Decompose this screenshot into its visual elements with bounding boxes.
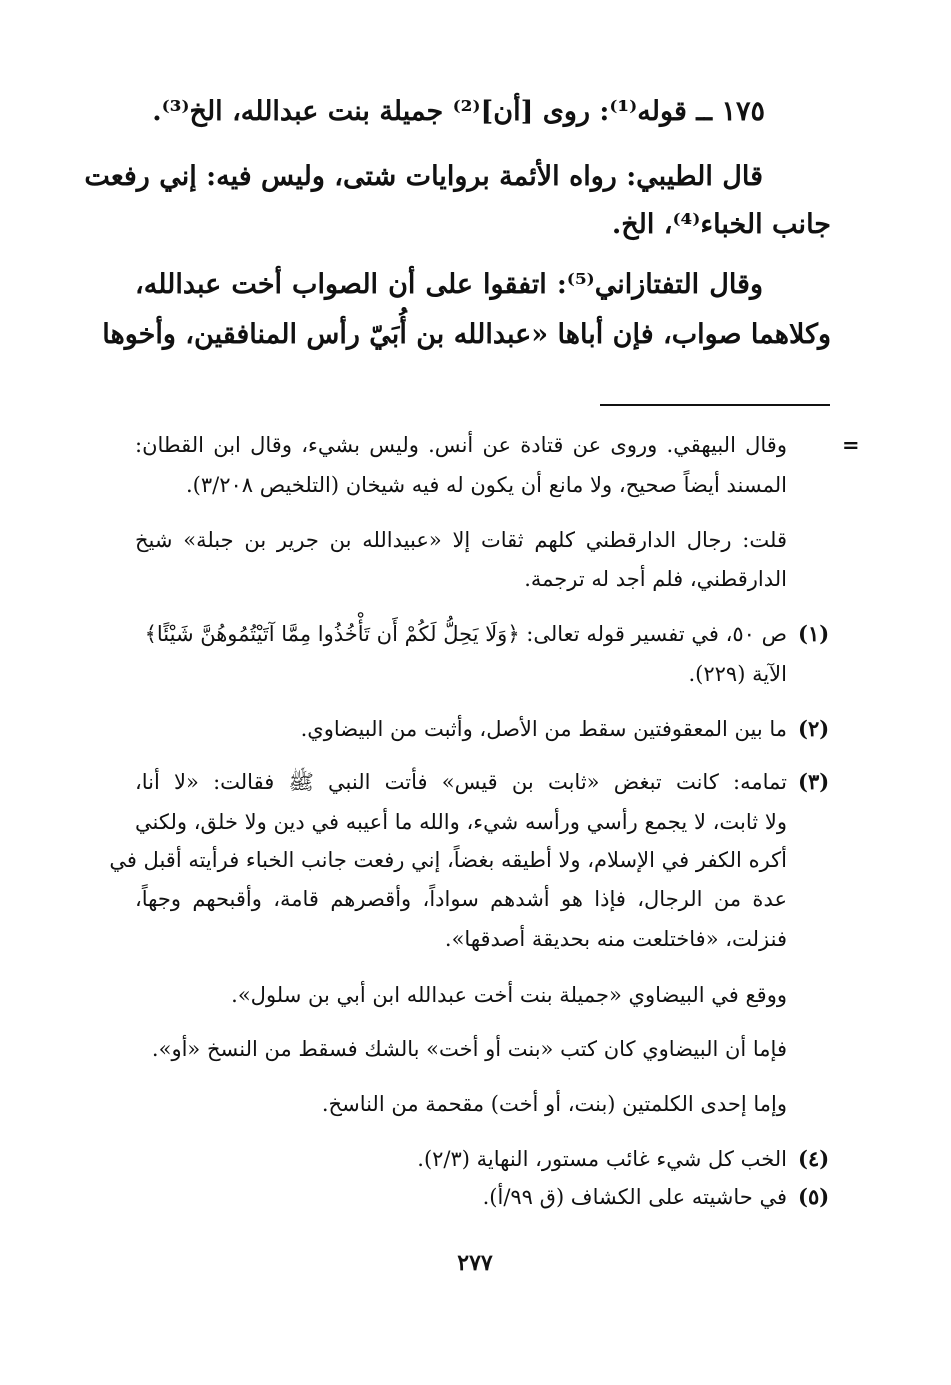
footnote-line: ولا ثابت، لا يجمع رأسي ورأسه شيء، والله ما أعيبه في دين ولا خلق، ولكني (135, 810, 787, 834)
footnote-line: فنزلت، «فاختلعت منه بحديقة أصدقها». (444, 927, 787, 951)
footnote-number-5: (٥) (798, 1184, 830, 1209)
page-number: ٢٧٧ (457, 1250, 493, 1276)
main-paragraph-line: وكلاهما صواب، فإن أباها «عبدالله بن أُبَيّ رأس المنافقين، وأخوها (102, 319, 831, 350)
footnote-line: في حاشيته على الكشاف (ق ٩٩/أ). (482, 1185, 787, 1209)
footnote-number-4: (٤) (798, 1146, 830, 1171)
main-paragraph-line: جانب الخباء⁽⁴⁾، الخ. (611, 209, 831, 240)
footnote-line: وقال البيهقي. وروى عن قتادة عن أنس. وليس بشيء، وقال ابن القطان: (135, 433, 787, 457)
continuation-mark: = (842, 432, 860, 457)
entry-heading: ١٧٥ ــ قوله⁽¹⁾: روى [أن]⁽²⁾ جميلة بنت عبدالله، الخ⁽³⁾. (152, 96, 765, 127)
footnote-line: وإما إحدى الكلمتين (بنت، أو أخت) مقحمة من الناسخ. (321, 1092, 787, 1116)
footnote-line: عدة من الرجال، فإذا هو أشدهم سواداً، وأقصرهم قامة، وأقبحهم وجهاً، (135, 887, 787, 911)
footnote-line: المسند أيضاً صحيح، ولا مانع أن يكون له فيه شيخان (التلخيص ٣/٢٠٨). (185, 473, 787, 497)
footnote-line: أكره الكفر في الإسلام، ولا أطيقه بغضاً، إني رفعت جانب الخباء فرأيته أقبل في (109, 848, 787, 872)
footnote-line: قلت: رجال الدارقطني كلهم ثقات إلا «عبيدالله بن جرير بن جبلة» شيخ (135, 528, 787, 552)
footnote-number-1: (١) (798, 621, 830, 646)
footnote-line: فإما أن البيضاوي كان كتب «بنت أو أخت» بالشك فسقط من النسخ «أو». (151, 1037, 787, 1061)
footnote-line: ص ٥٠، في تفسير قوله تعالى: ﴿وَلَا يَحِلُّ لَكُمْ أَن تَأْخُذُوا مِمَّا آتَيْتُمُوهُنَّ شَيْئًا﴾ (144, 622, 787, 646)
footnote-line: تمامه: كانت تبغض «ثابت بن قيس» فأتت النبي ﷺ فقالت: «لا أنا، (135, 770, 787, 794)
footnote-line: ما بين المعقوفتين سقط من الأصل، وأثبت من البيضاوي. (300, 717, 787, 741)
footnote-line: الخب كل شيء غائب مستور، النهاية (٢/٣). (417, 1147, 787, 1171)
footnote-line: الآية (٢٢٩). (688, 662, 787, 686)
footnote-number-2: (٢) (798, 716, 830, 741)
footnote-separator (600, 404, 830, 406)
footnote-line: الدارقطني، فلم أجد له ترجمة. (524, 567, 787, 591)
footnote-number-3: (٣) (798, 769, 830, 794)
main-paragraph-line: قال الطيبي: رواه الأئمة بروايات شتى، وليس فيه: إني رفعت (84, 161, 763, 192)
footnote-line: ووقع في البيضاوي «جميلة بنت أخت عبدالله ابن أبي بن سلول». (231, 983, 787, 1007)
main-paragraph-line: وقال التفتازاني⁽⁵⁾: اتفقوا على أن الصواب أخت عبدالله، (135, 269, 763, 300)
